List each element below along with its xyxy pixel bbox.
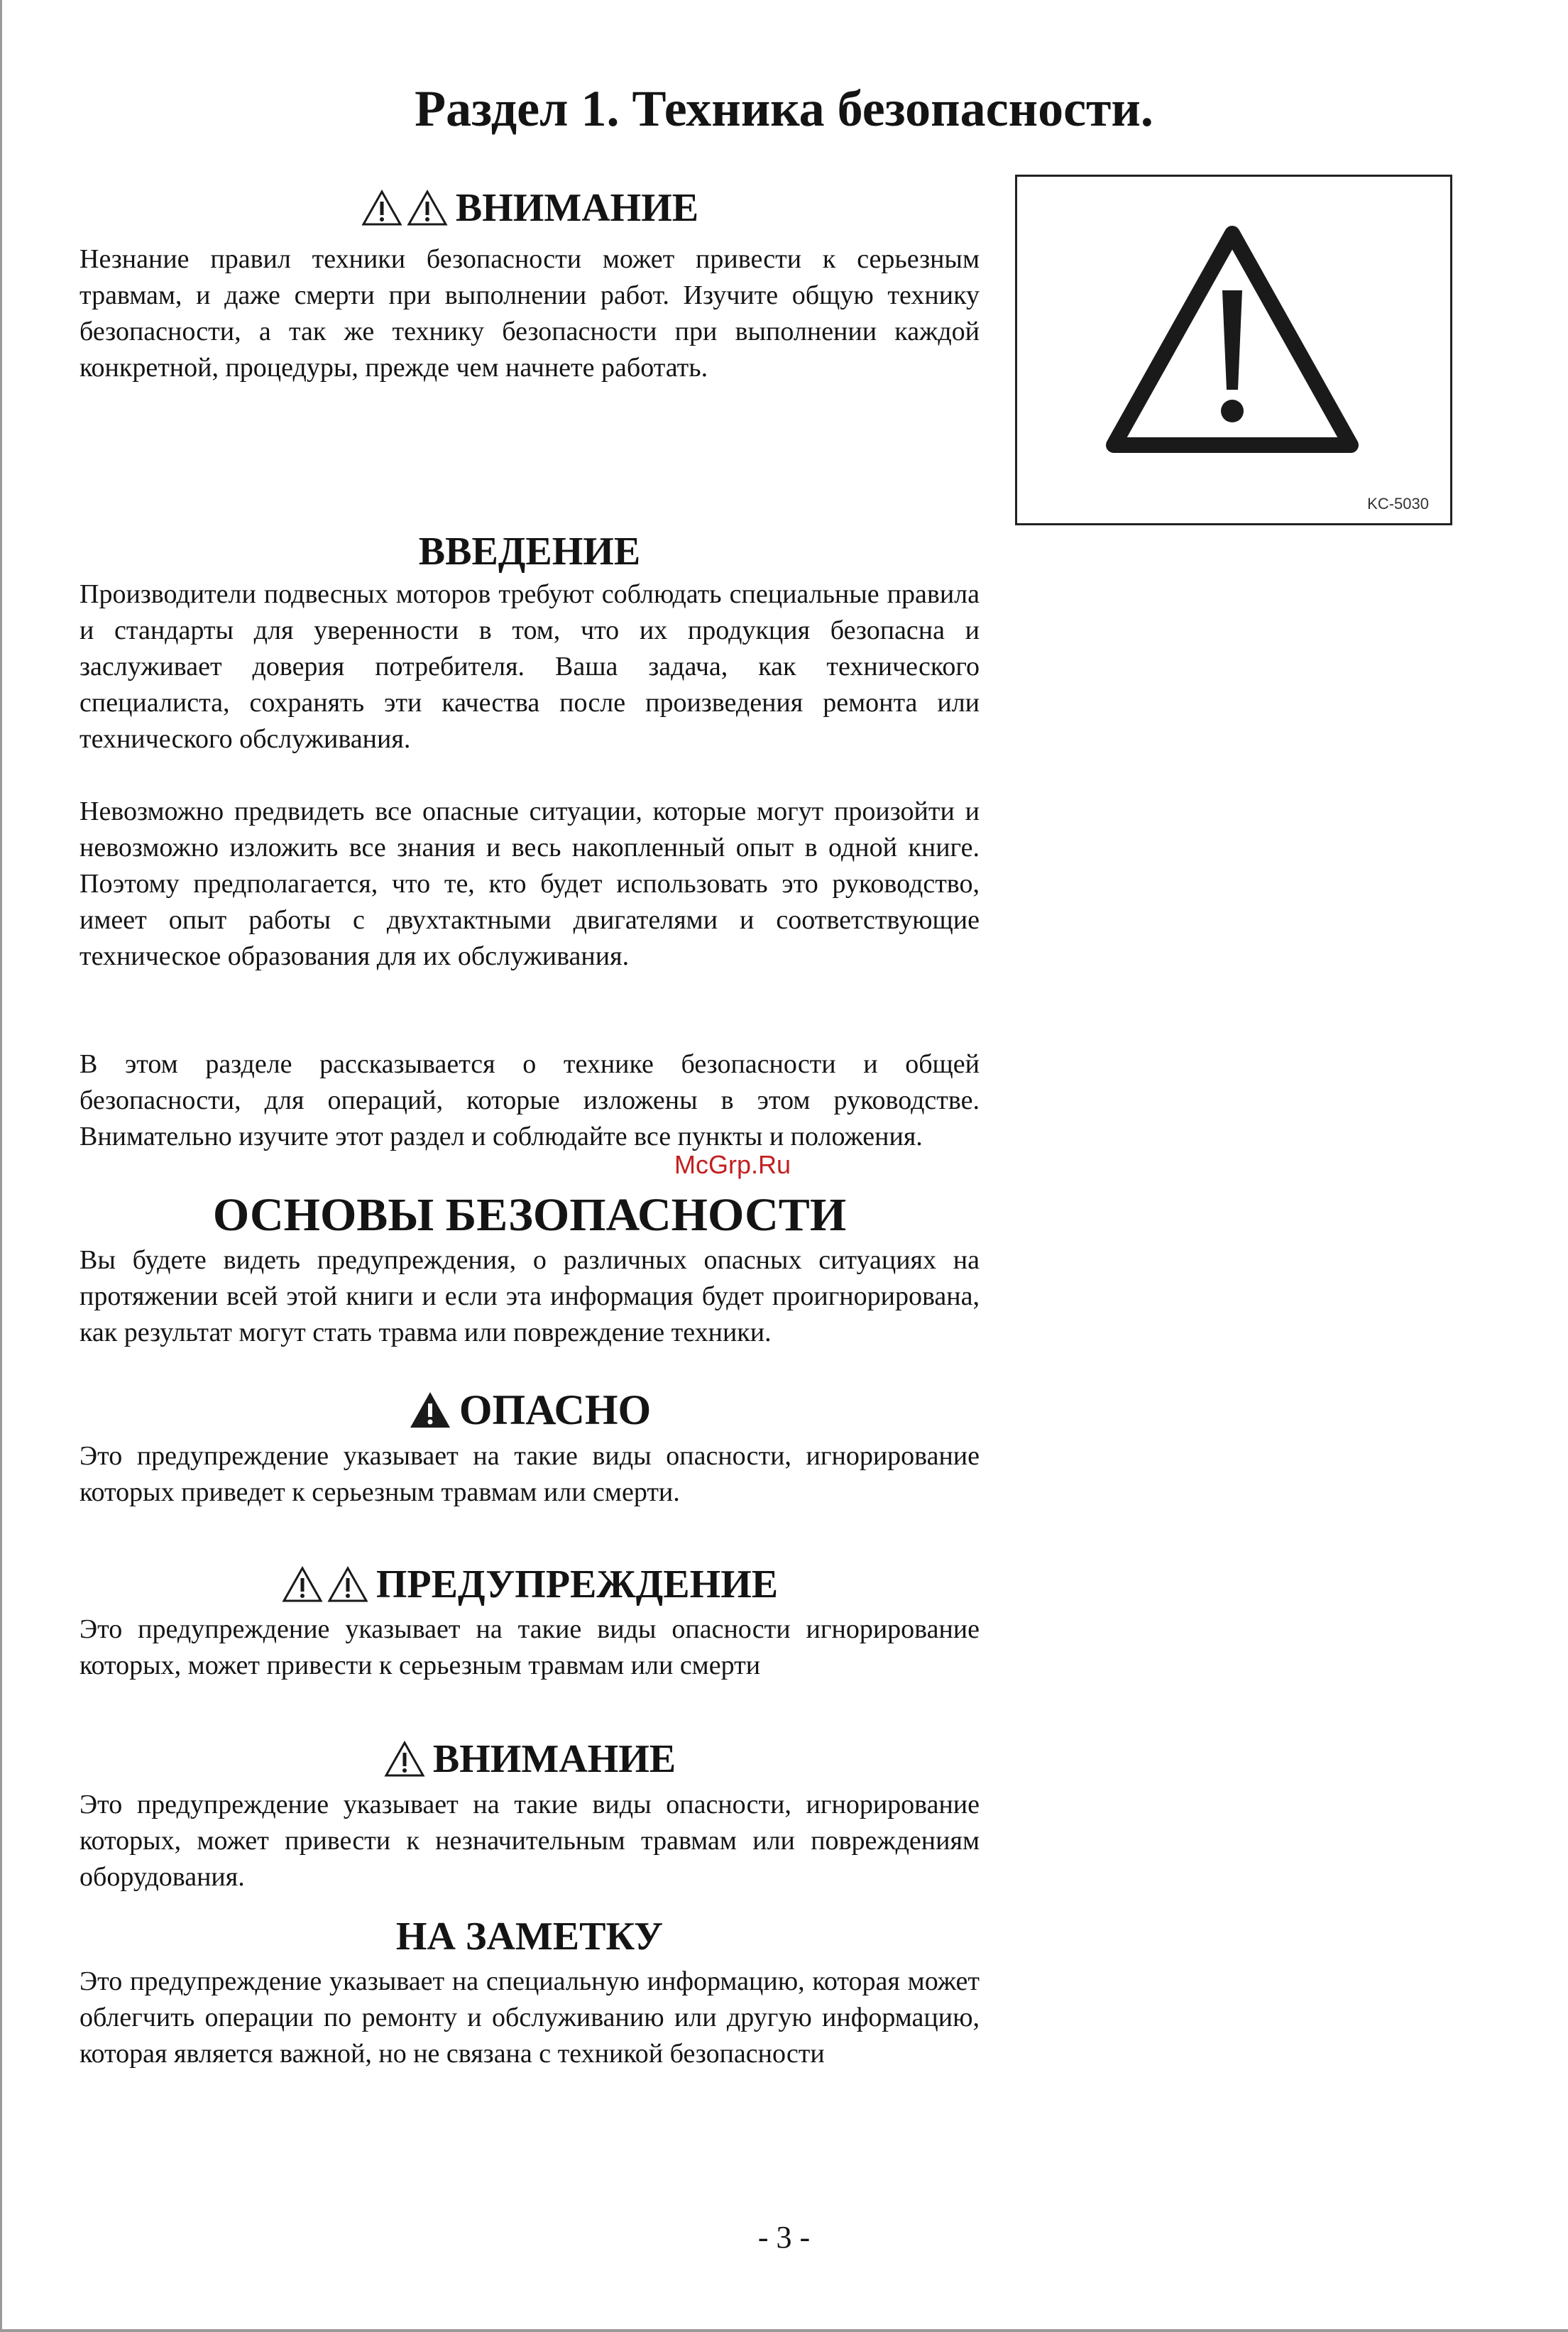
warning-heading [80,1560,980,1609]
figure-code: KC-5030 [1367,495,1429,513]
introduction-heading: ВВЕДЕНИЕ [418,530,641,574]
caution-top-text: Незнание правил техники безопасности может привести к серьезным травмам, и даже смерти при выполнении работ. Изучите общую технику безопасности, а так же технику безопасности при выполнении каждой конкретной, процедуры, прежде чем начнете работать. [80,244,980,383]
watermark: McGrp.Ru [674,1150,791,1179]
warning-outline-icon [383,1740,426,1778]
introduction-paragraph-3: В этом разделе рассказывается о технике безопасности и общей безопасности, для операций, которые изложены в этом руководстве. Внимательно изучите этот раздел и соблюдайте все пункты и положения. [80,1049,980,1151]
warning-figure [1015,175,1452,525]
warning-outline-icon [281,1565,324,1604]
warning-text: Это предупреждение указывает на такие виды опасности игнорирование которых, может привести к серьезным травмам или смерти [80,1614,980,1680]
introduction-paragraph-1: Производители подвесных моторов требуют соблюдать специальные правила и стандарты для уверенности в том, что их продукция безопасна и заслуживает доверия потребителя. Ваша задача, как технического специалиста, сохранять эти качества после произведения ремонта или технического обслуживания. [80,579,980,754]
page-number: - 3 - [757,2220,811,2255]
danger-heading-text: ОПАСНО [459,1386,652,1433]
warning-filled-icon [408,1390,452,1430]
warning-outline-icon [327,1565,369,1604]
danger-text: Это предупреждение указывает на такие виды опасности, игнорирование которых приведет к серьезным травмам или смерти. [80,1441,980,1507]
warning-outline-icon [406,189,449,227]
warning-outline-icon [361,189,403,227]
danger-heading [80,1383,980,1437]
note-heading: НА ЗАМЕТКУ [395,1915,664,1959]
caution-top-heading [80,183,980,233]
introduction-paragraph-2: Невозможно предвидеть все опасные ситуации, которые могут произойти и невозможно изложить все знания и весь накопленный опыт в одной книге. Поэтому предполагается, что те, кто будет использовать это руководство, имеет опыт работы с двухтактными двигателями и соответствующие техническое образования для их обслуживания. [80,797,980,971]
safety-basics-heading: ОСНОВЫ БЕЗОПАСНОСТИ [212,1189,847,1241]
caution-heading-text: ВНИМАНИЕ [432,1737,676,1781]
warning-triangle-icon [1017,177,1454,527]
caution-top-heading-text: ВНИМАНИЕ [455,186,699,230]
caution-heading [80,1734,980,1784]
page-title: Раздел 1. Техника безопасности. [415,80,1153,137]
caution-text: Это предупреждение указывает на такие виды опасности, игнорирование которых, может привести к незначительным травмам или повреждениям оборудования. [80,1790,980,1892]
note-text: Это предупреждение указывает на специальную информацию, которая может облегчить операции по ремонту и обслуживанию или другую информацию, которая является важной, но не связана с техникой безопасности [80,1966,980,2069]
safety-basics-text: Вы будете видеть предупреждения, о различных опасных ситуациях на протяжении всей этой книги и если эта информация будет проигнорирована, как результат могут стать травма или повреждение техники. [80,1245,980,1347]
warning-heading-text: ПРЕДУПРЕЖДЕНИЕ [375,1562,779,1606]
